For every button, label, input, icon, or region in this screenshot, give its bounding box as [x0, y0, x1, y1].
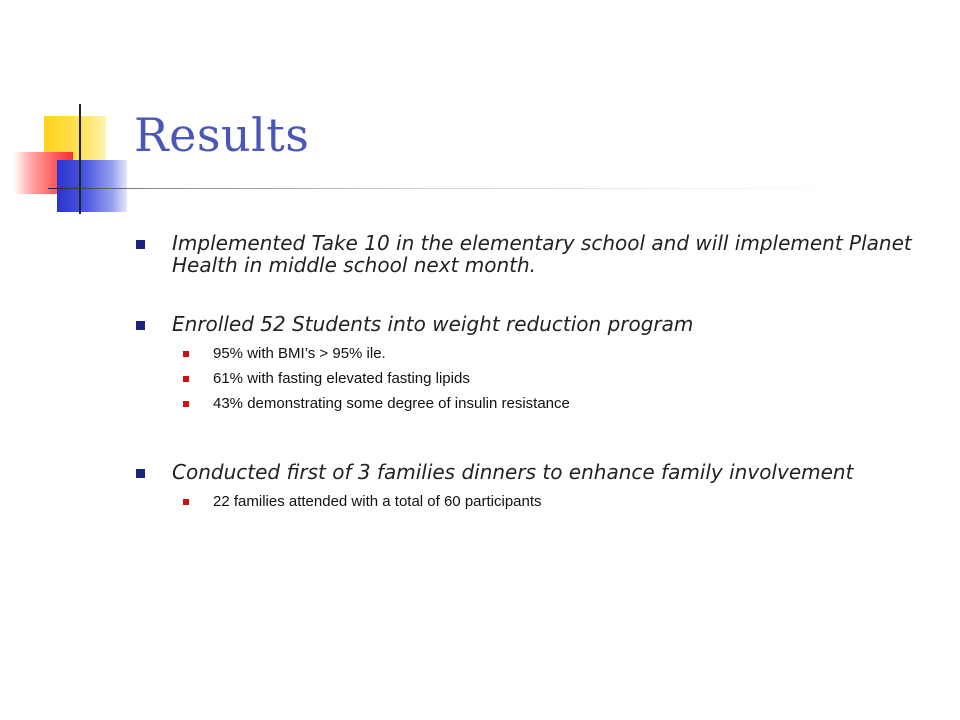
sub-bullet-families-attended: 22 families attended with a total of 60 participants: [183, 489, 946, 514]
vertical-rule: [79, 104, 81, 214]
sub-bullet-insulin: 43% demonstrating some degree of insulin resistance: [183, 391, 946, 416]
sub-bullet-list: [183, 341, 946, 416]
sub-bullet-bmi: 95% with BMI’s > 95% ile.: [183, 341, 946, 366]
blue-square-shape: [57, 160, 127, 212]
bullet-enrolled-students: Enrolled 52 Students into weight reduction program: [136, 313, 946, 335]
slide-content: [136, 232, 946, 514]
sub-bullet-lipids: 61% with fasting elevated fasting lipids: [183, 366, 946, 391]
sub-bullet-list: [183, 489, 946, 514]
bullet-family-dinners: Conducted first of 3 families dinners to enhance family involvement: [136, 461, 946, 483]
decorative-logo: [0, 0, 140, 230]
title-underline-rule: [48, 188, 868, 189]
slide-title: Results: [134, 108, 310, 162]
bullet-take-10: Implemented Take 10 in the elementary school and will implement Planet Health in middle school next month.: [136, 232, 946, 276]
